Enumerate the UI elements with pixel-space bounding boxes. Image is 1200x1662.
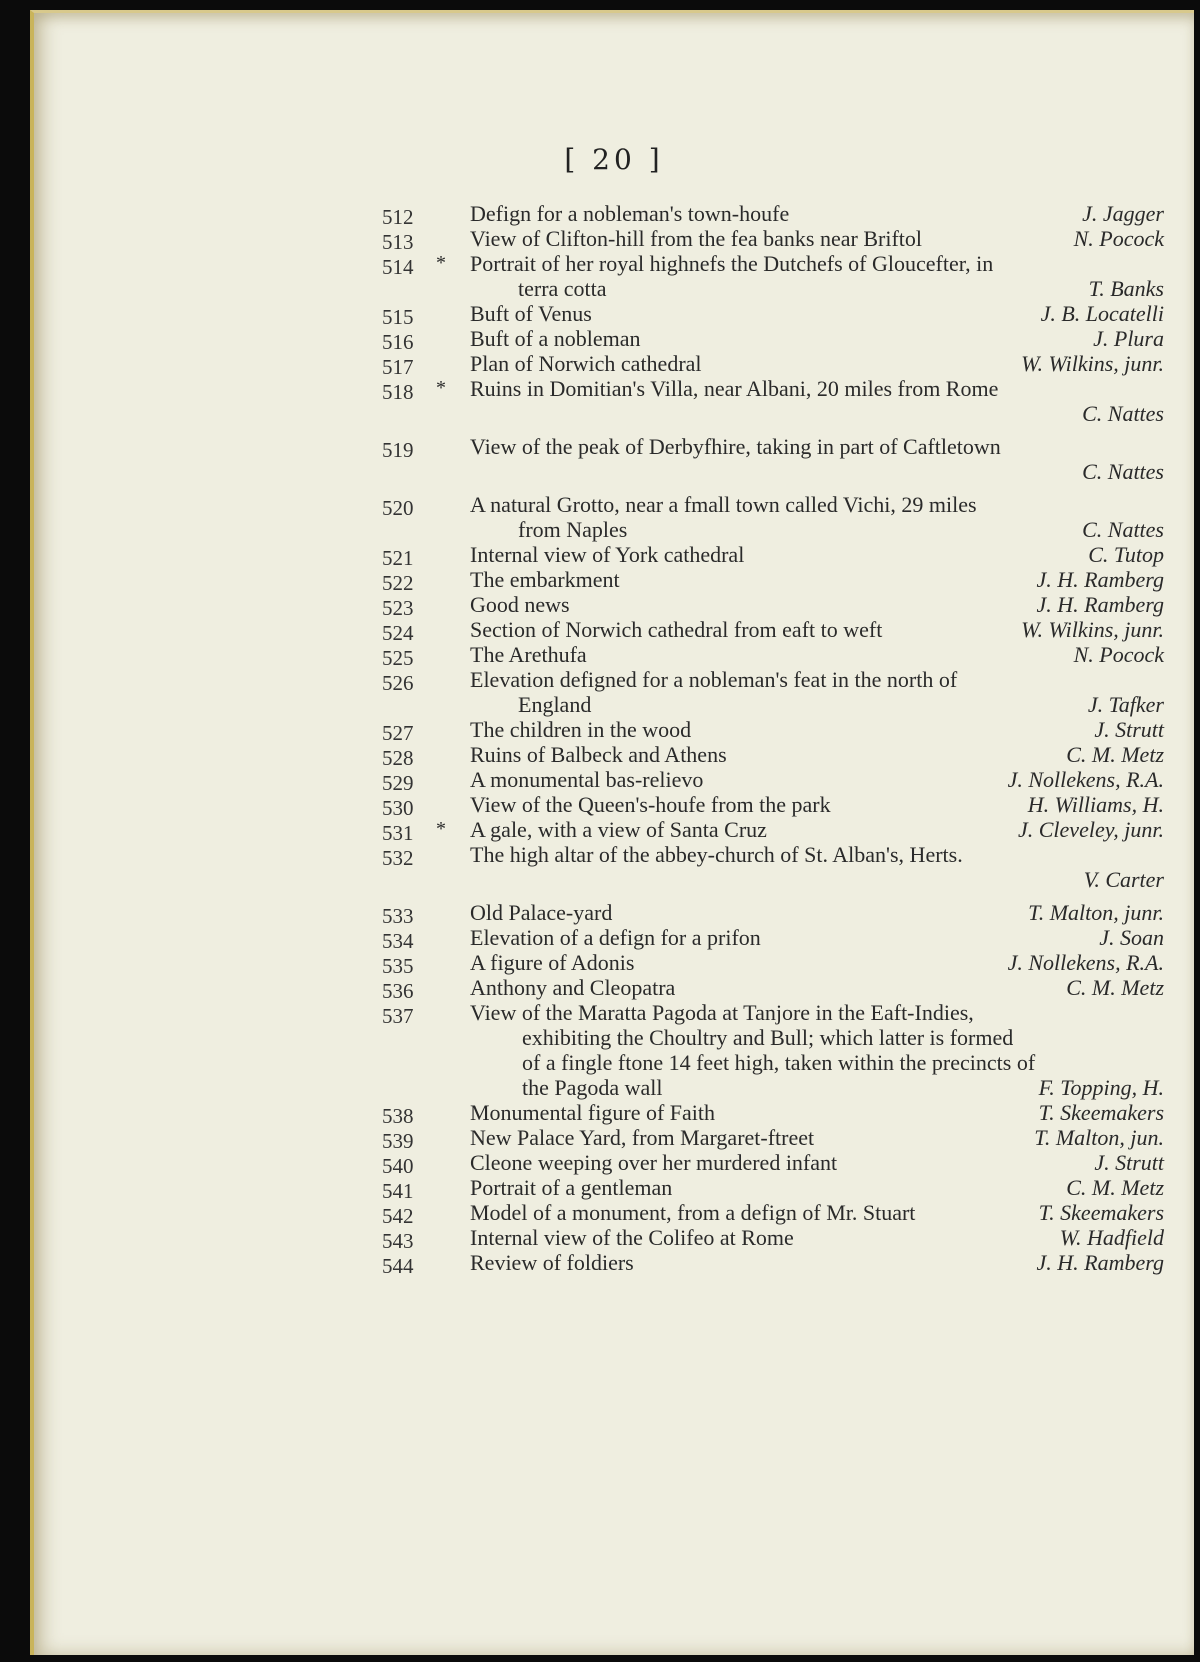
entry-title: Internal view of York cathedral bbox=[470, 542, 745, 567]
catalogue-entry bbox=[382, 1175, 1164, 1203]
catalogue-entry bbox=[382, 742, 1164, 770]
entry-line bbox=[470, 1200, 1164, 1225]
entry-number: 540 bbox=[382, 1154, 414, 1178]
entry-artist: C. M. Metz bbox=[1066, 1175, 1164, 1200]
entry-title: View of Clifton-hill from the fea banks near Briftol bbox=[470, 226, 922, 251]
entry-number: 526 bbox=[382, 671, 414, 695]
entry-title: from Naples bbox=[518, 517, 628, 542]
entry-line bbox=[470, 900, 1164, 925]
entry-title: terra cotta bbox=[518, 276, 607, 301]
catalogue-entry bbox=[382, 717, 1164, 745]
entry-artist: T. Malton, junr. bbox=[1028, 900, 1164, 925]
entry-line bbox=[470, 950, 1164, 975]
entry-line bbox=[470, 642, 1164, 667]
entry-title: Portrait of a gentleman bbox=[470, 1175, 673, 1200]
asterisk-mark: * bbox=[436, 252, 446, 274]
entry-title: The high altar of the abbey-church of St. Alban's, Herts. bbox=[470, 842, 963, 867]
entry-artist: J. Cleveley, junr. bbox=[1017, 817, 1164, 842]
entry-artist: N. Pocock bbox=[1073, 226, 1164, 251]
catalogue-entry bbox=[382, 767, 1164, 795]
entry-line bbox=[470, 1000, 1164, 1025]
catalogue-entry bbox=[382, 642, 1164, 670]
entry-line bbox=[470, 301, 1164, 326]
catalogue-entry bbox=[382, 1125, 1164, 1153]
entry-artist: J. Soan bbox=[1099, 925, 1164, 950]
entry-title: Ruins of Balbeck and Athens bbox=[470, 742, 727, 767]
catalogue-entry bbox=[382, 1150, 1164, 1178]
entry-number: 535 bbox=[382, 954, 414, 978]
entry-number: 520 bbox=[382, 496, 414, 520]
entry-number: 524 bbox=[382, 621, 414, 645]
entry-title: Monumental figure of Faith bbox=[470, 1100, 716, 1125]
entry-artist: J. Strutt bbox=[1094, 1150, 1164, 1175]
entry-line bbox=[470, 434, 1164, 459]
entry-line bbox=[470, 401, 1164, 426]
entry-number: 542 bbox=[382, 1204, 414, 1228]
catalogue-entry bbox=[382, 492, 1164, 542]
page-header: [ 20 ] bbox=[564, 143, 664, 176]
entry-line bbox=[470, 567, 1164, 592]
entry-artist: N. Pocock bbox=[1073, 642, 1164, 667]
entry-artist: F. Topping, H. bbox=[1038, 1075, 1164, 1100]
catalogue-entry bbox=[382, 1000, 1164, 1100]
entry-artist: C. M. Metz bbox=[1066, 975, 1164, 1000]
catalogue-page bbox=[30, 10, 1194, 1655]
entry-line bbox=[470, 667, 1164, 692]
entry-line bbox=[470, 1175, 1164, 1200]
entry-title: Review of foldiers bbox=[470, 1250, 634, 1275]
entry-artist: H. Williams, H. bbox=[1027, 792, 1164, 817]
entry-line bbox=[470, 1125, 1164, 1150]
entry-artist: J. Jagger bbox=[1082, 201, 1164, 226]
entry-title: A gale, with a view of Santa Cruz bbox=[470, 817, 767, 842]
entry-number: 515 bbox=[382, 305, 414, 329]
entry-line bbox=[470, 542, 1164, 567]
entry-number: 513 bbox=[382, 230, 414, 254]
entry-title: New Palace Yard, from Margaret-ftreet bbox=[470, 1125, 815, 1150]
entry-artist: J. H. Ramberg bbox=[1036, 1250, 1164, 1275]
catalogue-entry bbox=[382, 1225, 1164, 1253]
entry-title: of a fingle ftone 14 feet high, taken within the precincts of bbox=[522, 1050, 1036, 1075]
entry-line bbox=[470, 592, 1164, 617]
entry-number: 528 bbox=[382, 746, 414, 770]
entry-number: 531 bbox=[382, 821, 414, 845]
catalogue-entry bbox=[382, 1250, 1164, 1278]
entry-number: 516 bbox=[382, 330, 414, 354]
asterisk-mark: * bbox=[436, 818, 446, 840]
entry-title: A figure of Adonis bbox=[470, 950, 635, 975]
entry-number: 518 bbox=[382, 380, 414, 404]
entry-number: 530 bbox=[382, 796, 414, 820]
entry-line bbox=[470, 276, 1164, 301]
entry-line bbox=[470, 842, 1164, 867]
entry-artist: J. Tafker bbox=[1087, 692, 1164, 717]
entry-line bbox=[470, 925, 1164, 950]
entry-number: 541 bbox=[382, 1179, 414, 1203]
catalogue-entry bbox=[382, 975, 1164, 1003]
entry-number: 527 bbox=[382, 721, 414, 745]
entry-line bbox=[470, 1250, 1164, 1275]
entry-title: Internal view of the Colifeo at Rome bbox=[470, 1225, 794, 1250]
catalogue-entry bbox=[382, 226, 1164, 254]
catalogue-entry bbox=[382, 251, 1164, 301]
entry-title: England bbox=[518, 692, 592, 717]
entry-artist: C. M. Metz bbox=[1066, 742, 1164, 767]
entry-artist: V. Carter bbox=[1083, 867, 1164, 892]
catalogue-entry bbox=[382, 201, 1164, 229]
entry-title: Model of a monument, from a defign of Mr. Stuart bbox=[470, 1200, 916, 1225]
entry-title: View of the Queen's-houfe from the park bbox=[470, 792, 831, 817]
catalogue-entry bbox=[382, 925, 1164, 953]
entry-number: 544 bbox=[382, 1254, 414, 1278]
entry-number: 525 bbox=[382, 646, 414, 670]
catalogue-entry bbox=[382, 817, 1164, 845]
entry-title: exhibiting the Choultry and Bull; which latter is formed bbox=[522, 1025, 1014, 1050]
catalogue-entry bbox=[382, 326, 1164, 354]
entry-number: 536 bbox=[382, 979, 414, 1003]
entry-number: 523 bbox=[382, 596, 414, 620]
entry-title: Cleone weeping over her murdered infant bbox=[470, 1150, 838, 1175]
catalogue-entry bbox=[382, 592, 1164, 620]
entry-line bbox=[470, 975, 1164, 1000]
entry-title: Section of Norwich cathedral from eaft to weft bbox=[470, 617, 883, 642]
entry-line bbox=[470, 742, 1164, 767]
entry-number: 512 bbox=[382, 205, 414, 229]
entry-line bbox=[470, 376, 1164, 401]
catalogue-entry bbox=[382, 792, 1164, 820]
entry-title: the Pagoda wall bbox=[522, 1075, 663, 1100]
entry-artist: T. Banks bbox=[1088, 276, 1164, 301]
entry-number: 529 bbox=[382, 771, 414, 795]
catalogue-entry bbox=[382, 667, 1164, 717]
entry-title: Defign for a nobleman's town-houfe bbox=[470, 201, 790, 226]
entry-line bbox=[470, 1050, 1164, 1075]
entry-number: 514 bbox=[382, 255, 414, 279]
entry-line bbox=[470, 201, 1164, 226]
entry-line bbox=[470, 517, 1164, 542]
entry-line bbox=[470, 459, 1164, 484]
entry-number: 539 bbox=[382, 1129, 414, 1153]
entry-artist: J. H. Ramberg bbox=[1036, 592, 1164, 617]
entry-list bbox=[382, 201, 1164, 1278]
entry-line bbox=[470, 1075, 1164, 1100]
entry-line bbox=[470, 326, 1164, 351]
entry-line bbox=[470, 1100, 1164, 1125]
catalogue-entry bbox=[382, 950, 1164, 978]
entry-line bbox=[470, 792, 1164, 817]
entry-line bbox=[470, 492, 1164, 517]
entry-artist: T. Skeemakers bbox=[1038, 1100, 1164, 1125]
entry-title: A natural Grotto, near a fmall town called Vichi, 29 miles bbox=[470, 492, 977, 517]
catalogue-entry bbox=[382, 542, 1164, 570]
catalogue-entry bbox=[382, 842, 1164, 892]
entry-number: 519 bbox=[382, 438, 414, 462]
entry-gap bbox=[382, 426, 1164, 434]
entry-title: Buft of Venus bbox=[470, 301, 592, 326]
entry-title: Portrait of her royal highnefs the Dutchefs of Gloucefter, in bbox=[470, 251, 994, 276]
entry-artist: J. Nollekens, R.A. bbox=[1007, 767, 1164, 792]
entry-line bbox=[470, 1225, 1164, 1250]
entry-number: 533 bbox=[382, 904, 414, 928]
entry-title: Anthony and Cleopatra bbox=[470, 975, 676, 1000]
entry-number: 522 bbox=[382, 571, 414, 595]
entry-title: View of the Maratta Pagoda at Tanjore in the Eaft-Indies, bbox=[470, 1000, 974, 1025]
entry-number: 521 bbox=[382, 546, 414, 570]
entry-title: Old Palace-yard bbox=[470, 900, 613, 925]
catalogue-entry bbox=[382, 351, 1164, 379]
entry-artist: W. Hadfield bbox=[1059, 1225, 1164, 1250]
entry-artist: J. Plura bbox=[1093, 326, 1164, 351]
catalogue-entry bbox=[382, 1200, 1164, 1228]
entry-artist: C. Nattes bbox=[1082, 401, 1164, 426]
entry-line bbox=[470, 692, 1164, 717]
entry-title: Plan of Norwich cathedral bbox=[470, 351, 702, 376]
catalogue-entry bbox=[382, 617, 1164, 645]
entry-title: Elevation defigned for a nobleman's feat in the north of bbox=[470, 667, 958, 692]
catalogue-entry bbox=[382, 900, 1164, 928]
entry-gap bbox=[382, 892, 1164, 900]
catalogue-entry bbox=[382, 567, 1164, 595]
entry-line bbox=[470, 351, 1164, 376]
asterisk-mark: * bbox=[436, 377, 446, 399]
entry-line bbox=[470, 767, 1164, 792]
entry-artist: W. Wilkins, junr. bbox=[1021, 617, 1164, 642]
entry-title: View of the peak of Derbyfhire, taking in part of Caftletown bbox=[470, 434, 1001, 459]
entry-title: Elevation of a defign for a prifon bbox=[470, 925, 761, 950]
entry-gap bbox=[382, 484, 1164, 492]
entry-artist: J. H. Ramberg bbox=[1036, 567, 1164, 592]
entry-artist: J. Nollekens, R.A. bbox=[1007, 950, 1164, 975]
entry-title: Ruins in Domitian's Villa, near Albani, 20 miles from Rome bbox=[470, 376, 999, 401]
entry-artist: T. Skeemakers bbox=[1038, 1200, 1164, 1225]
catalogue-entry bbox=[382, 301, 1164, 329]
entry-artist: C. Nattes bbox=[1082, 459, 1164, 484]
entry-number: 534 bbox=[382, 929, 414, 953]
entry-number: 543 bbox=[382, 1229, 414, 1253]
entry-artist: W. Wilkins, junr. bbox=[1021, 351, 1164, 376]
entry-artist: C. Tutop bbox=[1088, 542, 1164, 567]
entry-line bbox=[470, 1025, 1164, 1050]
entry-line bbox=[470, 1150, 1164, 1175]
catalogue-entry bbox=[382, 1100, 1164, 1128]
entry-artist: C. Nattes bbox=[1082, 517, 1164, 542]
entry-line bbox=[470, 817, 1164, 842]
entry-title: The embarkment bbox=[470, 567, 620, 592]
entry-line bbox=[470, 226, 1164, 251]
entry-number: 517 bbox=[382, 355, 414, 379]
entry-line bbox=[470, 617, 1164, 642]
entry-title: A monumental bas-relievo bbox=[470, 767, 704, 792]
entry-artist: J. Strutt bbox=[1094, 717, 1164, 742]
entry-number: 532 bbox=[382, 846, 414, 870]
entry-title: Buft of a nobleman bbox=[470, 326, 641, 351]
entry-title: The children in the wood bbox=[470, 717, 692, 742]
entry-line bbox=[470, 717, 1164, 742]
catalogue-entry bbox=[382, 434, 1164, 484]
entry-line bbox=[470, 867, 1164, 892]
catalogue-entry bbox=[382, 376, 1164, 426]
entry-number: 538 bbox=[382, 1104, 414, 1128]
entry-title: The Arethufa bbox=[470, 642, 587, 667]
entry-number: 537 bbox=[382, 1004, 414, 1028]
entry-title: Good news bbox=[470, 592, 570, 617]
entry-line bbox=[470, 251, 1164, 276]
entry-artist: T. Malton, jun. bbox=[1034, 1125, 1164, 1150]
entry-artist: J. B. Locatelli bbox=[1040, 301, 1164, 326]
